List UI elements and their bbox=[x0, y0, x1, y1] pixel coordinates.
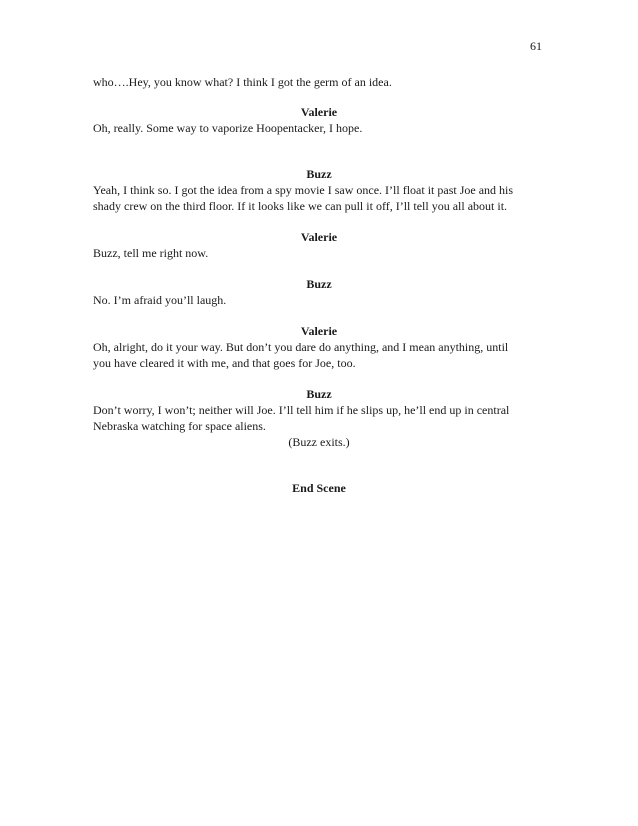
dialogue-line: Don’t worry, I won’t; neither will Joe. I’ll tell him if he slips up, he’ll end up in central bbox=[93, 403, 510, 417]
speaker-name: Valerie bbox=[300, 324, 338, 338]
dialogue-line: No. I’m afraid you’ll laugh. bbox=[93, 293, 227, 307]
stage-direction: (Buzz exits.) bbox=[288, 435, 350, 449]
dialogue-line: Nebraska watching for space aliens. bbox=[93, 419, 266, 433]
speaker-name: Buzz bbox=[306, 387, 332, 401]
speaker-name: Buzz bbox=[306, 277, 332, 291]
dialogue-line: Oh, really. Some way to vaporize Hoopentacker, I hope. bbox=[93, 121, 363, 135]
speaker-name: Valerie bbox=[300, 230, 338, 244]
dialogue-line: shady crew on the third floor. If it looks like we can pull it off, I’ll tell you all about it. bbox=[93, 199, 508, 213]
end-scene-label: End Scene bbox=[292, 481, 346, 495]
dialogue-line: you have cleared it with me, and that goes for Joe, too. bbox=[93, 356, 356, 370]
page-number: 61 bbox=[530, 39, 542, 53]
dialogue-line: Oh, alright, do it your way. But don’t you dare do anything, and I mean anything, until bbox=[93, 340, 509, 354]
script-body bbox=[93, 74, 545, 496]
speaker-name: Valerie bbox=[300, 105, 338, 119]
dialogue-line: who….Hey, you know what? I think I got the germ of an idea. bbox=[93, 75, 392, 89]
dialogue-line: Yeah, I think so. I got the idea from a spy movie I saw once. I’ll float it past Joe and his bbox=[93, 183, 514, 197]
speaker-name: Buzz bbox=[306, 167, 332, 181]
dialogue-line: Buzz, tell me right now. bbox=[93, 246, 209, 260]
